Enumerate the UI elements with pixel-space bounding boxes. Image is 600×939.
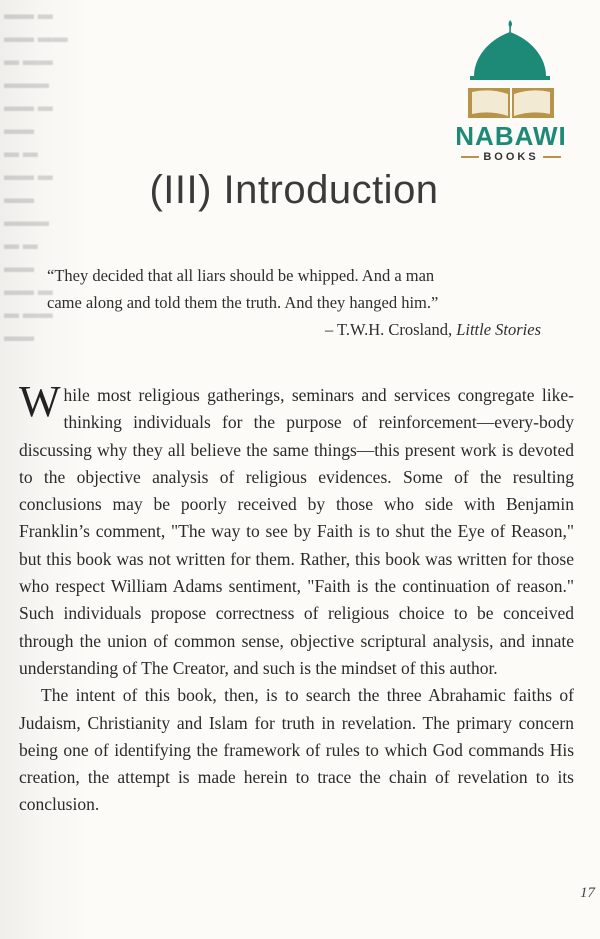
paragraph-2: The intent of this book, then, is to search the three Abrahamic faiths of Judaism, Christianity and Islam for truth in revelation. The primary concern being one of identifying the framework of rules to which God commands His creation, the attempt is made herein to trace the chain of revelation to its conclusion. <box>19 685 574 815</box>
page-number: 17 <box>580 885 595 901</box>
epigraph-line-1: “They decided that all liars should be whipped. And a man <box>47 266 435 285</box>
epigraph-attribution <box>47 316 547 343</box>
publisher-logo <box>452 18 570 168</box>
logo-rule-left <box>461 156 479 158</box>
logo-rule-right <box>543 156 561 158</box>
paragraph-1-text: hile most religious gatherings, seminars and services congregate like-thinking individuals for the purpose of reinforcement—every-body discussing why they all believe the same things—this present work is devoted to the objective analysis of religious evidences. Some of the resulting conclusions may be poorly received by those who side with Benjamin Franklin’s comment, "The way to see by Faith is to shut the Eye of Reason," but this book was not written for them. Rather, this book was written for those who respect William Adams sentiment, "Faith is the continuation of reason." Such individuals propose correctness of religious choice to be conceived through the union of common sense, objective scriptural analysis, and innate understanding of The Creator, and such is the mindset of this author. <box>19 385 574 678</box>
drop-cap: W <box>19 377 61 426</box>
paragraph-1 <box>19 377 574 682</box>
logo-name: NABAWI <box>455 121 567 151</box>
attribution-author: – T.W.H. Crosland, <box>324 320 457 339</box>
chapter-title-text: (III) Introduction <box>149 168 439 212</box>
mosque-book-icon <box>452 18 570 122</box>
bleed-through-text: ▬▬ ▬ ▬▬ ▬▬ ▬ ▬▬ ▬▬▬ ▬▬ ▬ ▬▬ ▬ ▬ ▬▬ ▬ ▬▬ ▬▬▬ ▬ ▬ ▬▬ ▬▬ ▬ ▬ ▬▬ ▬▬ <box>4 7 68 344</box>
chapter-title <box>0 168 600 213</box>
epigraph <box>47 262 547 343</box>
epigraph-line-2: came along and told them the truth. And they hanged him.” <box>47 293 439 312</box>
body-text <box>19 377 574 819</box>
attribution-work: Little Stories <box>456 320 541 339</box>
logo-sub-text: BOOKS <box>483 151 539 163</box>
logo-subtitle <box>452 151 570 163</box>
